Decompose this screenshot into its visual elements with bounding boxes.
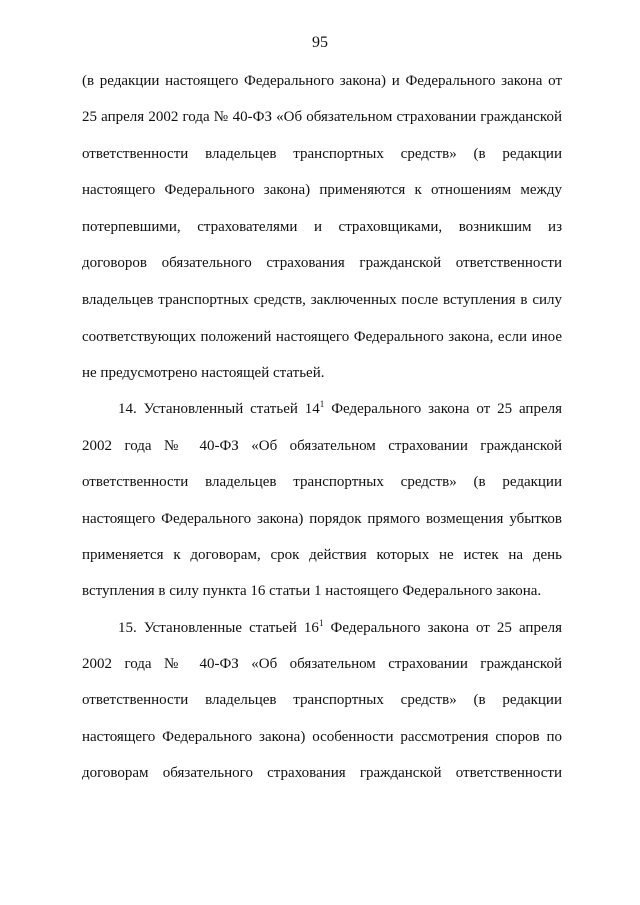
text-segment: 14. Установленный статьей 14	[118, 401, 320, 417]
text-line: (в редакции настоящего Федерального закона) и Федерального закона от	[82, 73, 562, 89]
text-line: применяется к договорам, срок действия которых не истек на день	[82, 547, 562, 563]
text-line: настоящего Федерального закона) применяются к отношениям между	[82, 182, 562, 198]
text-line: вступления в силу пункта 16 статьи 1 настоящего Федерального закона.	[82, 583, 542, 599]
text-line: ответственности владельцев транспортных средств» (в редакции	[82, 146, 562, 162]
text-line: 25 апреля 2002 года № 40-ФЗ «Об обязательном страховании гражданской	[82, 109, 562, 125]
text-line: договорам обязательного страхования гражданской ответственности	[82, 765, 562, 781]
paragraph-first-line	[118, 618, 562, 638]
text-segment: 15. Установленные статьей 16	[118, 620, 319, 636]
text-line: ответственности владельцев транспортных средств» (в редакции	[82, 692, 562, 708]
text-line: не предусмотрено настоящей статьей.	[82, 365, 325, 381]
superscript: 1	[318, 618, 324, 628]
text-line: настоящего Федерального закона) особенности рассмотрения споров по	[82, 729, 562, 745]
text-line: 2002 года № 40-ФЗ «Об обязательном страховании гражданской	[82, 438, 562, 454]
text-line: ответственности владельцев транспортных средств» (в редакции	[82, 474, 562, 490]
text-line: настоящего Федерального закона) порядок прямого возмещения убытков	[82, 511, 562, 527]
text-line: договоров обязательного страхования гражданской ответственности	[82, 255, 562, 271]
text-segment: Федерального закона от 25 апреля	[324, 401, 563, 417]
text-segment: Федерального закона от 25 апреля	[323, 620, 563, 636]
text-line: потерпевшими, страхователями и страховщиками, возникшим из	[82, 219, 562, 235]
page-number: 95	[312, 34, 328, 51]
text-line: соответствующих положений настоящего Федерального закона, если иное	[82, 329, 562, 345]
text-line: 2002 года № 40-ФЗ «Об обязательном страховании гражданской	[82, 656, 562, 672]
paragraph-first-line	[118, 399, 562, 419]
text-line: владельцев транспортных средств, заключенных после вступления в силу	[82, 292, 562, 308]
superscript: 1	[319, 399, 325, 409]
